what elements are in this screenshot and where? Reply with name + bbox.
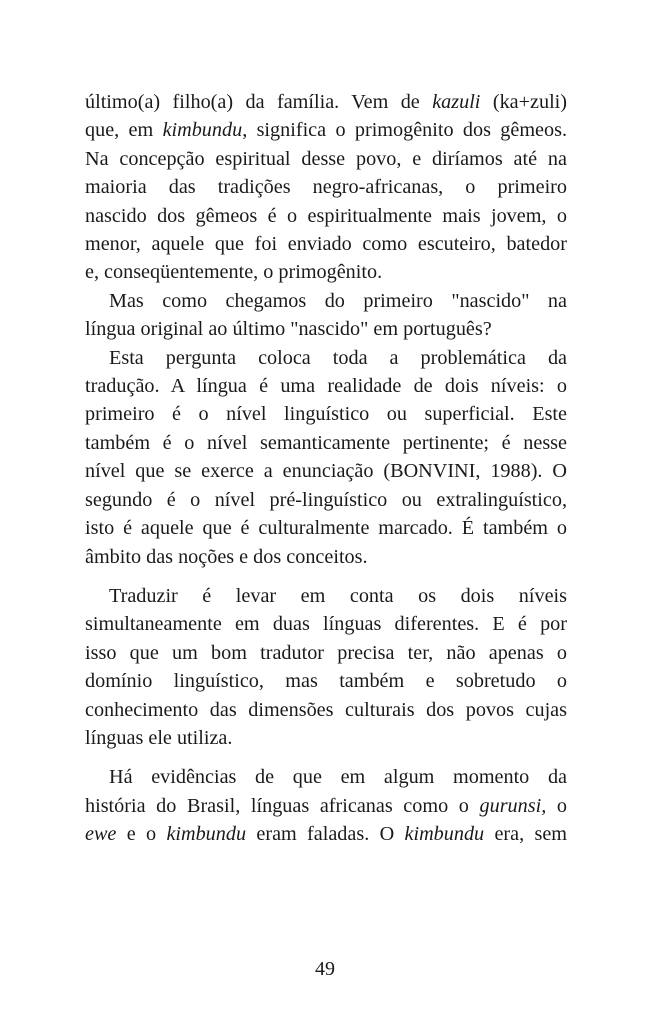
text-line: Há evidências de que em algum momento da [109,766,567,789]
paragraph-3 [85,344,567,571]
paragraph-4 [85,582,567,752]
text-line: também é o nível semanticamente pertinente; é nesse [85,431,567,454]
text-line: domínio linguístico, mas também e sobretudo o [85,670,567,693]
text-line: primeiro é o nível linguístico ou superficial. Este [85,403,567,426]
text-line: isso que um bom tradutor precisa ter, não apenas o [85,641,567,664]
text-line: Esta pergunta coloca toda a problemática da [109,346,567,369]
page-number: 49 [315,958,335,980]
italic-term: kimbundu [404,823,485,846]
italic-term: kimbundu [166,823,247,846]
text-line: menor, aquele que foi enviado como escuteiro, batedor [85,233,567,256]
text-line: ewe e o kimbundu eram faladas. O kimbundu era, sem [85,823,568,846]
text-line: segundo é o nível pré-linguístico ou extralinguístico, [85,488,567,511]
paragraph-2 [85,287,567,344]
page-body [85,88,567,849]
text-line: simultaneamente em duas línguas diferentes. E é por [85,613,567,636]
paragraph-1 [85,88,567,287]
text-line: que, em kimbundu, significa o primogênito dos gêmeos. [85,119,568,142]
text-line: língua original ao último "nascido" em português? [85,318,492,341]
paragraph-5 [85,763,567,848]
italic-term: ewe [85,823,117,846]
text-line: Mas como chegamos do primeiro "nascido" na [109,289,567,312]
text-line: maioria das tradições negro-africanas, o primeiro [85,176,567,199]
text-line: nível que se exerce a enunciação (BONVINI, 1988). O [85,460,567,483]
text-line: e, conseqüentemente, o primogênito. [85,261,383,284]
italic-term: kazuli [432,91,481,113]
text-line: isto é aquele que é culturalmente marcado. É também o [85,517,567,540]
text-line: tradução. A língua é uma realidade de dois níveis: o [85,375,567,398]
text-line: conhecimento das dimensões culturais dos povos cujas [85,698,567,721]
text-line: nascido dos gêmeos é o espiritualmente mais jovem, o [85,204,567,227]
text-line: último(a) filho(a) da família. Vem de kazuli (ka+zuli) [85,91,568,113]
text-line: história do Brasil, línguas africanas como o gurunsi, o [85,794,567,817]
text-line: Na concepção espiritual desse povo, e diríamos até na [85,147,567,170]
text-line: âmbito das noções e dos conceitos. [85,545,368,568]
text-line: línguas ele utiliza. [85,726,233,749]
italic-term: gurunsi, [479,794,547,817]
italic-term: kimbundu [162,119,243,142]
text-line: Traduzir é levar em conta os dois níveis [109,584,567,607]
